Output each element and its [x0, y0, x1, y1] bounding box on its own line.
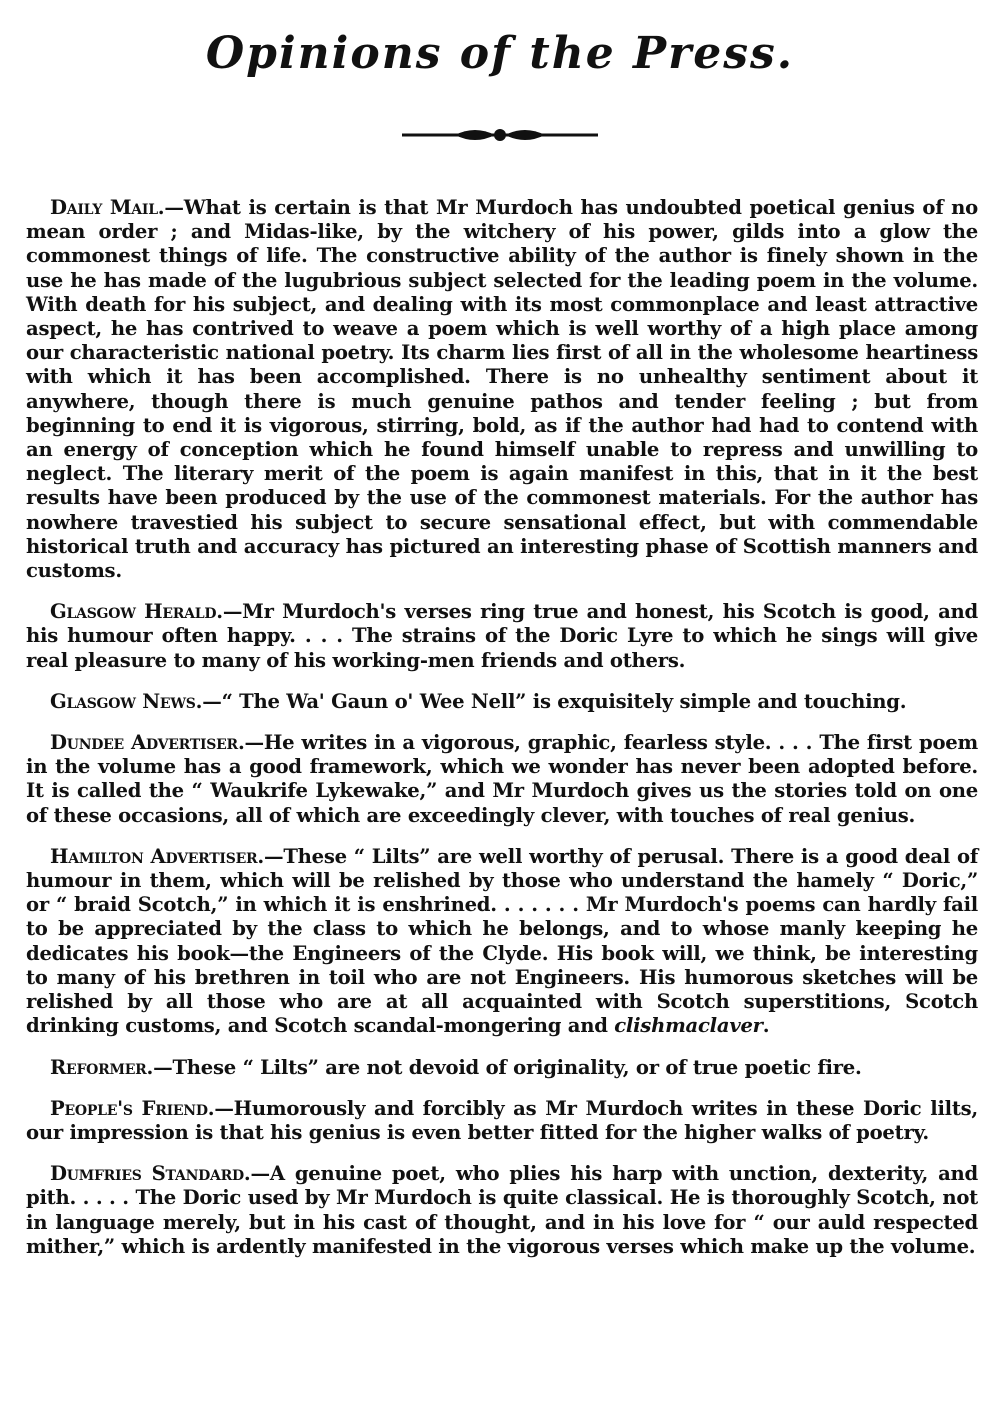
review-source: Dundee Advertiser. [50, 731, 245, 755]
review-dumfries-standard [26, 1162, 978, 1259]
review-text: —Mr Murdoch's verses ring true and honest, his Scotch is good, and his humour often happy. [26, 600, 978, 648]
review-text: —He writes in a vigorous, graphic, fearless style. [244, 731, 772, 755]
review-source: Reformer. [50, 1055, 154, 1079]
review-reformer [26, 1056, 978, 1080]
reviews-list [26, 196, 978, 1276]
review-glasgow-news [26, 690, 978, 714]
review-glasgow-herald [26, 600, 978, 673]
review-text: —A genuine poet, who plies his harp with unction, dexterity, and pith. [26, 1162, 978, 1210]
ellipsis: . . . . [76, 1186, 136, 1210]
ellipsis: . . . [771, 731, 820, 755]
review-text-continued: The strains of the Doric Lyre to which he sings will give real pleasure to many of his working-men friends and others. [26, 624, 978, 672]
ornament-rule-icon [400, 120, 600, 150]
review-text: —These “ Lilts” are well worthy of perusal. There is a good deal of humour in them, which will be relished by those who understand the hamely “ Doric,” or “ braid Scotch,” in which it is enshrined. [26, 844, 979, 917]
review-source: Dumfries Standard. [50, 1162, 251, 1186]
review-text: —These “ Lilts” are not devoid of originality, or of true poetic fire. [153, 1055, 862, 1079]
review-peoples-friend [26, 1097, 978, 1145]
review-source: People's Friend. [50, 1096, 215, 1120]
review-text-continued: Mr Murdoch's poems can hardly fail to be appreciated by the class to which he belongs, and to whose manly keeping he dedicates his book—the Engineers of the Clyde. His book will, we think, be interesting to many of his brethren in toil who are not Engineers. His humorous sketches will be relished by all those who are at all acquainted with Scotch superstitions, Scotch drinking customs, and Scotch scandal-mongering and [26, 893, 978, 1038]
review-source: Glasgow Herald. [50, 600, 223, 624]
review-source: Daily Mail. [50, 196, 165, 219]
review-end: . [762, 1014, 770, 1038]
italic-word: clishmaclaver [614, 1014, 763, 1038]
review-hamilton-advertiser [26, 845, 978, 1039]
review-text-continued: The Doric used by Mr Murdoch is quite classical. He is thoroughly Scotch, not in language merely, but in his cast of thought, and in his love for “ our auld respected mither,” which is ardently manifested in the vigorous verses which make up the volume. [26, 1186, 978, 1258]
ellipsis: . . . [295, 624, 353, 648]
ellipsis: . . . . . . [496, 893, 586, 917]
review-source: Glasgow News. [50, 689, 203, 713]
review-text-continued: The first poem in the volume has a good framework, which we wonder has never been adopted before. It is called the “ Waukrife Lykewake,” and Mr Murdoch gives us the stories told on one of these occasions, all of which are exceedingly clever, with touches of real genius. [26, 731, 978, 827]
page-heading: Opinions of the Press. [205, 28, 795, 79]
review-text: —What is certain is that Mr Murdoch has undoubted poetical genius of no mean order ; and Midas-like, by the witchery of his power, gilds into a glow the commonest things of life. The constructive ability of the author is finely shown in the use he has made of the lugubrious subject selected for the leading poem in the volume. With death for his subject, and dealing with its most commonplace and least attractive aspect, he has contrived to weave a poem which is well worthy of a high place among our characteristic national poetry. Its charm lies first of all in the wholesome heartiness with which it has been accomplished. There is no unhealthy sentiment about it anywhere, though there is much genuine pathos and tender feeling ; but from beginning to end it is vigorous, stirring, bold, as if the author had had to contend with an energy of conception which he found himself unable to repress and unwilling to neglect. The literary merit of the poem is again manifest in this, that in it the best results have been produced by the use of the commonest materials. For the author has nowhere travestied his subject to secure sensational effect, but with commendable historical truth and accuracy has pictured an interesting phase of Scottish manners and customs. [26, 196, 978, 583]
review-source: Hamilton Advertiser. [50, 844, 264, 868]
review-dundee-advertiser [26, 731, 978, 828]
review-text: —“ The Wa' Gaun o' Wee Nell” is exquisitely simple and touching. [202, 689, 907, 713]
review-daily-mail [26, 196, 978, 583]
review-text: —Humorously and forcibly as Mr Murdoch writes in these Doric lilts, our impression is that his genius is even better fitted for the higher walks of poetry. [26, 1096, 978, 1144]
